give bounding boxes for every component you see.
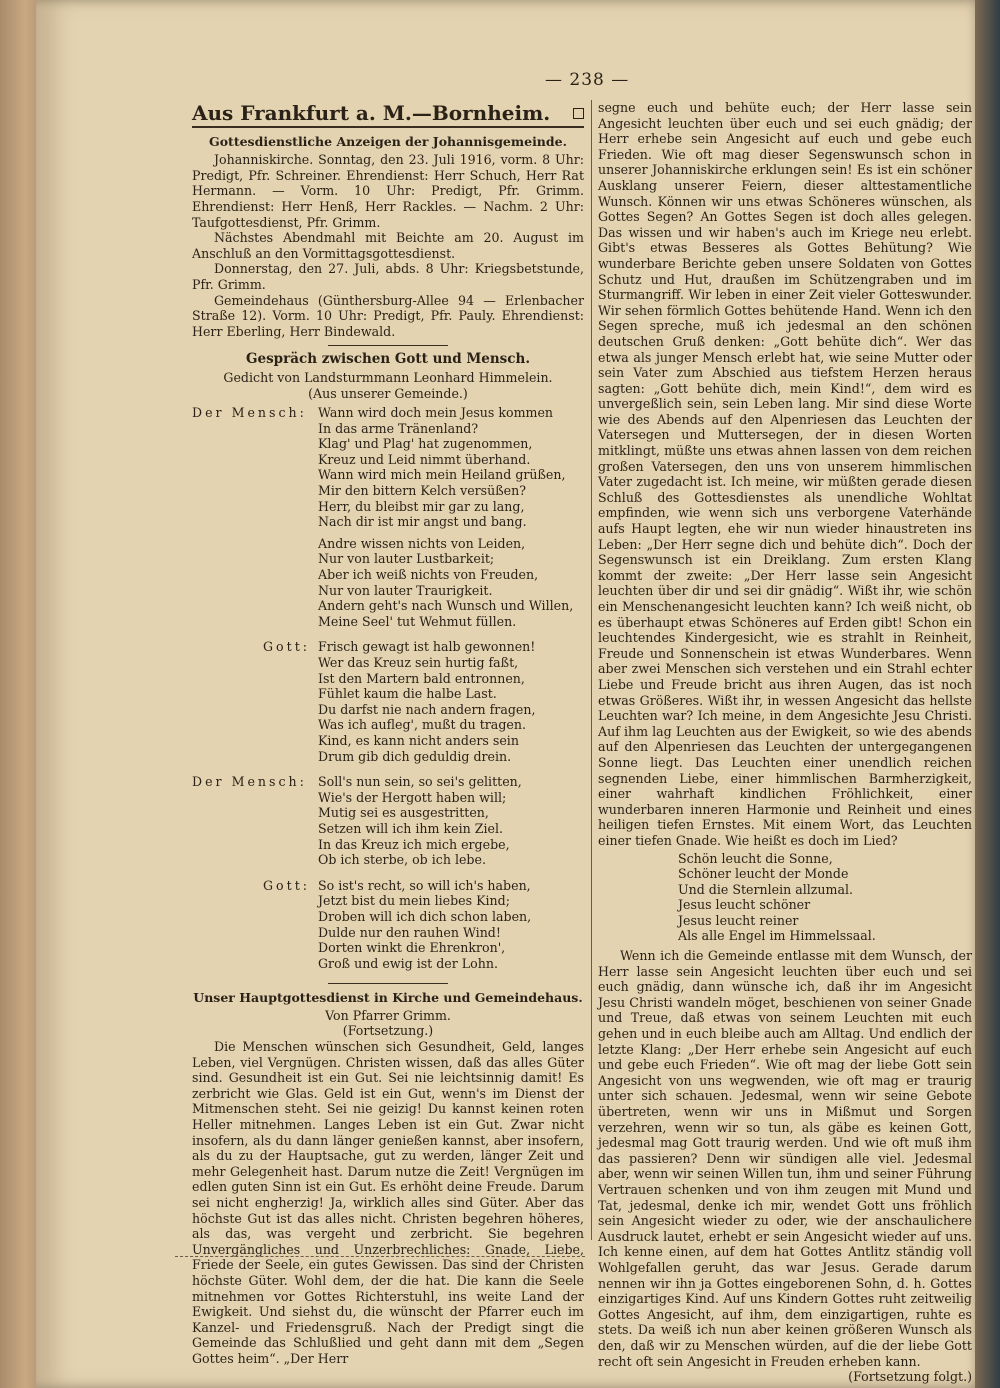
verse-line: Dulde nur den rauhen Wind! <box>318 924 501 940</box>
sermon-title: Unser Hauptgottesdienst in Kirche und Gemeindehaus. <box>193 990 583 1006</box>
verse-line: Wer das Kreuz sein hurtig faßt, <box>318 655 519 670</box>
sermon-paragraph: Die Menschen wünschen sich Gesundheit, Geld, langes Leben, viel Vergnügen. Christen wissen, daß das alles Güter sind. Gesundheit ist ein Gut. Sei nie leichtsinnig damit! Es zerbricht wie Glas. Geld ist ein Gut, wenn's im Dienst der Mitmenschen steht. Sei nie geizig! Du kannst keinen roten Heller mitnehmen. Langes Leben ist ein Gut. Zwar nicht insofern, als du dann länger genießen kannst, aber insofern, als du zu der Hauptsache, gut zu werden, länger Zeit und mehr Gelegenheit hast. Darum nutze die Zeit! Vergnügen im edlen guten Sinn ist ein Gut. Es erhöht deine Freude. Darum sei nicht engherzig! Ja, wirklich alles sind Güter. Aber das höchste Gut ist das alles nicht. Christen begehren höheres, als das, was vergeht und zerbricht. Sie begehren Unvergängliches und Unzerbrechliches: Gnade, Liebe, Friede der Seele, ein gutes Gewissen. Das sind der Christen höchste Güter. Wohl dem, der die hat. Die kann die Seele mitnehmen vor Gottes Richterstuhl, ins weite Land der Ewigkeit. Und siehst du, die wünscht der Pfarrer euch im Kanzel- und Friedensgruß. Nach der Predigt singt die Gemeinde das Schlußlied und geht dann mit dem „Segen Gottes heim“. „Der Herr <box>192 1039 584 1366</box>
speaker-label: Der Mensch: <box>192 405 307 421</box>
stanza <box>318 536 584 630</box>
left-column <box>192 101 584 1367</box>
page-number: — 238 — <box>545 70 630 90</box>
verse-line: Und die Sternlein allzumal. <box>678 881 854 897</box>
stanza <box>318 639 584 764</box>
verse-line: Mir den bittern Kelch versüßen? <box>318 483 526 499</box>
verse <box>318 405 584 635</box>
verse-line: Meine Seel' tut Wehmut füllen. <box>318 613 517 629</box>
verse-line: Klag' und Plag' hat zugenommen, <box>318 436 533 452</box>
song-verse <box>678 851 972 945</box>
verse-line: Jesus leucht schöner <box>678 897 811 913</box>
verse-line: Nur von lauter Traurigkeit. <box>318 582 493 598</box>
verse-line: Droben will ich dich schon laben, <box>318 908 532 924</box>
poem-source: (Aus unserer Gemeinde.) <box>308 385 468 401</box>
verse-line: Du darfst nie nach andern fragen, <box>318 701 536 717</box>
verse-line: Herr, du bleibst mir gar zu lang, <box>318 498 525 514</box>
verse-line: Schön leucht die Sonne, <box>678 850 833 866</box>
verse-line: Ist den Martern bald entronnen, <box>318 670 525 686</box>
verse-line: Jetzt bist du mein liebes Kind; <box>318 893 510 909</box>
poem-part <box>192 639 584 770</box>
notice-paragraph: Donnerstag, den 27. Juli, abds. 8 Uhr: Kriegsbetstunde, Pfr. Grimm. <box>192 261 584 292</box>
stanza <box>318 774 584 868</box>
footer-rule <box>175 1256 585 1257</box>
divider <box>328 983 448 984</box>
column-divider <box>591 100 592 1240</box>
verse-line: Dorten winkt die Ehrenkron', <box>318 940 506 956</box>
poem-part <box>192 405 584 635</box>
section-headline <box>192 101 584 128</box>
sermon-author: Von Pfarrer Grimm. <box>325 1007 451 1023</box>
poem-part <box>192 774 584 874</box>
notice-paragraph: Gemeindehaus (Günthersburg-Allee 94 — Erlenbacher Straße 12). Vorm. 10 Uhr: Predigt, Pfr. Pauly. Ehrendienst: Herr Eberling, Herr Bindewald. <box>192 292 584 339</box>
verse-line: Nach dir ist mir angst und bang. <box>318 514 527 530</box>
poem-part <box>192 878 584 978</box>
verse-line: Mutig sei es ausgestritten, <box>318 805 489 821</box>
verse-line: Wann wird mich mein Heiland grüßen, <box>318 467 566 483</box>
verse-line: Als alle Engel im Himmelssaal. <box>678 928 876 944</box>
verse-line: Andre wissen nichts von Leiden, <box>318 535 526 551</box>
right-column <box>598 100 972 1385</box>
verse-line: Jesus leucht reiner <box>678 912 799 928</box>
verse-line: Wann wird doch mein Jesus kommen <box>318 405 554 421</box>
verse-line: Fühlet kaum die halbe Last. <box>318 686 497 702</box>
sermon-paragraph: segne euch und behüte euch; der Herr lasse sein Angesicht leuchten über euch und sei euch gnädig; der Herr erhebe sein Angesicht auf euch und gebe euch Frieden. Wie oft mag dieser Segenswunsch schon in unserer Johanniskirche erklungen sein! Es ist ein schöner Ausklang unserer Feiern, dieser alttestamentliche Wunsch. Können wir uns etwas Schöneres wünschen, als Gottes Segen? An Gottes Segen ist doch alles gelegen. Das wissen und wir haben's auch im Kriege neu erlebt. Gibt's etwas Besseres als Gottes Behütung? Wie wunderbare Berichte geben unsere Soldaten von Gottes Schutz und Hut, draußen im Schützengraben und im Sturmangriff. Wir leben in einer Zeit vieler Gotteswunder. Wir sehen förmlich Gottes behütende Hand. Wenn ich den Segen spreche, muß ich jedesmal an den schönen deutschen Gruß denken: „Gott behüte dich“. Wer das etwa als junger Mensch erlebt hat, wie seine Mutter oder sein Vater zum Abschied aus tiefstem Herzen heraus sagten: „Gott behüte dich, mein Kind!“, dem wird es unvergeßlich sein, sein Leben lang. Mir sind diese Worte wie des Abends auf den Alpenriesen das Leuchten der Vatersegen und Muttersegen, der in diesen Worten mitklingt, müßte uns etwas ahnen lassen von dem reichen großen Vatersegen, den uns von unserem himmlischen Vater zugedacht ist. Ich meine, wir müßten gerade diesen Schluß des Gottesdienstes als unendliche Wohltat empfinden, wie wenn sich uns verborgene Vaterhände aufs Haupt legten, ehe wir nun wieder hinaustreten ins Leben: „Der Herr segne dich und behüte dich“. Doch der Segenswunsch ist ein Dreiklang. Zum ersten Klang kommt der zweite: „Der Herr lasse sein Angesicht leuchten über dir und sei dir gnädig“. Wißt ihr, wie schön ein Menschenangesicht leuchten kann? Ich weiß nicht, ob es überhaupt etwas Schöneres auf Erden gibt! Schon ein leuchtendes Kindergesicht, wie es strahlt in Reinheit, Freude und Sonnenschein ist etwas Wunderbares. Wenn aber zwei Menschen sich verstehen und ein Strahl echter Liebe und Freude bricht aus ihren Augen, das ist noch etwas Größeres. Wißt ihr, in wessen Angesicht das hellste Leuchten war? Ich meine, in dem Angesichte Jesu Christi. Auf ihm lag Leuchten aus der Ewigkeit, so wie des abends auf den Alpenriesen das Leuchten der untergegangenen Sonne liegt. Das Leuchten einer unendlich reichen segnenden Liebe, einer himmlischen Barmherzigkeit, einer wahrhaft kindlichen Fröhlichkeit, einer wunderbaren inneren Harmonie und Reinheit und eines heiligen tiefen Ernstes. Mit einem Wort, das Leuchten einer tiefen Gnade. Wie heißt es doch im Lied? <box>598 100 972 848</box>
poem-title: Gespräch zwischen Gott und Mensch. <box>245 351 531 368</box>
stanza <box>318 878 584 972</box>
verse-line: Frisch gewagt ist halb gewonnen! <box>318 639 536 655</box>
notice-paragraph: Nächstes Abendmahl mit Beichte am 20. August im Anschluß an den Vormittagsgottesdienst. <box>192 230 584 261</box>
notices-heading: Gottesdienstliche Anzeigen der Johannisgemeinde. <box>209 133 567 149</box>
verse-line: In das arme Tränenland? <box>318 420 479 436</box>
verse-line: Was ich aufleg', mußt du tragen. <box>318 717 526 733</box>
verse-line: In das Kreuz ich mich ergebe, <box>318 836 510 852</box>
verse-line: Wie's der Hergott haben will; <box>318 789 507 805</box>
verse-line: So ist's recht, so will ich's haben, <box>318 877 531 893</box>
verse-line: Groß und ewig ist der Lohn. <box>318 955 498 971</box>
page-edge <box>975 0 1000 1388</box>
sermon-paragraph: Wenn ich die Gemeinde entlasse mit dem Wunsch, der Herr lasse sein Angesicht leuchten über euch und sei euch gnädig, dann wünsche ich, daß ihr im Angesicht Jesu Christi wandeln möget, beschienen von seiner Gnade und Treue, daß etwas von seinem Leuchten mit euch gehen und in euch bleibe auch am Alltag. Und endlich der letzte Klang: „Der Herr erhebe sein Angesicht auf euch und gebe euch Frieden“. Wie oft mag der liebe Gott sein Angesicht von uns wegwenden, wie oft mag er traurig unter sich schauen. Jedesmal, wenn wir seine Gebote übertreten, wenn wir uns in Mißmut und Sorgen verzehren, wenn wir so tun, als gäbe es keinen Gott, jedesmal mag Gott traurig werden. Und wie oft muß ihm das passieren? Denn wir sündigen alle viel. Jedesmal aber, wenn wir seinen Willen tun, ihm und seiner Führung Vertrauen schenken und von ihm zeugen mit Mund und Tat, jedesmal, denke ich mir, wendet Gott uns fröhlich sein Angesicht wieder zu oder, wie der anschaulichere Ausdruck lautet, erhebt er sein Angesicht wieder auf uns. Ich kenne einen, auf dem hat Gottes Antlitz ständig voll Wohlgefallen geruht, das war Jesus. Gerade darum nennen wir ihn ja Gottes eingeborenen Sohn, d. h. Gottes einzigartiges Kind. Auf uns Kindern Gottes ruht zeitweilig Gottes Angesicht, auf ihm, dem einzigartigen, ruhte es stets. Da weiß ich nun aber keinen größeren Wunsch als den, daß wir zu Menschen würden, auf die der liebe Gott recht oft sein Angesicht in Freuden erheben kann. <box>598 948 972 1369</box>
verse-line: Kind, es kann nicht anders sein <box>318 732 519 748</box>
speaker-label: Der Mensch: <box>192 774 307 790</box>
verse-line: Andern geht's nach Wunsch und Willen, <box>318 598 574 614</box>
verse-line: Ob ich sterbe, ob ich lebe. <box>318 852 486 868</box>
speaker-label: Gott: <box>262 639 310 655</box>
speaker-label: Gott: <box>262 877 310 893</box>
verse-line: Drum gib dich geduldig drein. <box>318 748 512 764</box>
notice-paragraph: Johanniskirche. Sonntag, den 23. Juli 1916, vorm. 8 Uhr: Predigt, Pfr. Schreiner. Ehrendienst: Herr Schuch, Herr Rat Hermann. — Vorm. 10 Uhr: Predigt, Pfr. Grimm. Ehrendienst: Herr Henß, Herr Rackles. — Nachm. 2 Uhr: Taufgottesdienst, Pfr. Grimm. <box>192 152 584 230</box>
verse <box>318 639 584 770</box>
divider <box>328 345 448 346</box>
verse-line: Kreuz und Leid nimmt überhand. <box>318 451 531 467</box>
verse <box>318 878 584 978</box>
box-ornament-icon <box>573 108 584 119</box>
continued-note: (Fortsetzung folgt.) <box>848 1369 972 1385</box>
headline-text: Aus Frankfurt a. M.—Bornheim. <box>192 101 551 125</box>
verse-line: Nur von lauter Lustbarkeit; <box>318 551 495 567</box>
verse-line: Schöner leucht der Monde <box>678 866 849 882</box>
verse <box>318 774 584 874</box>
verse-line: Aber ich weiß nichts von Freuden, <box>318 567 539 583</box>
continuation-note: (Fortsetzung.) <box>342 1023 434 1039</box>
verse-line: Soll's nun sein, so sei's gelitten, <box>318 774 522 790</box>
stanza <box>318 405 584 530</box>
poem-byline: Gedicht von Landsturmmann Leonhard Himmelein. <box>223 369 553 385</box>
verse-line: Setzen will ich ihm kein Ziel. <box>318 820 503 836</box>
